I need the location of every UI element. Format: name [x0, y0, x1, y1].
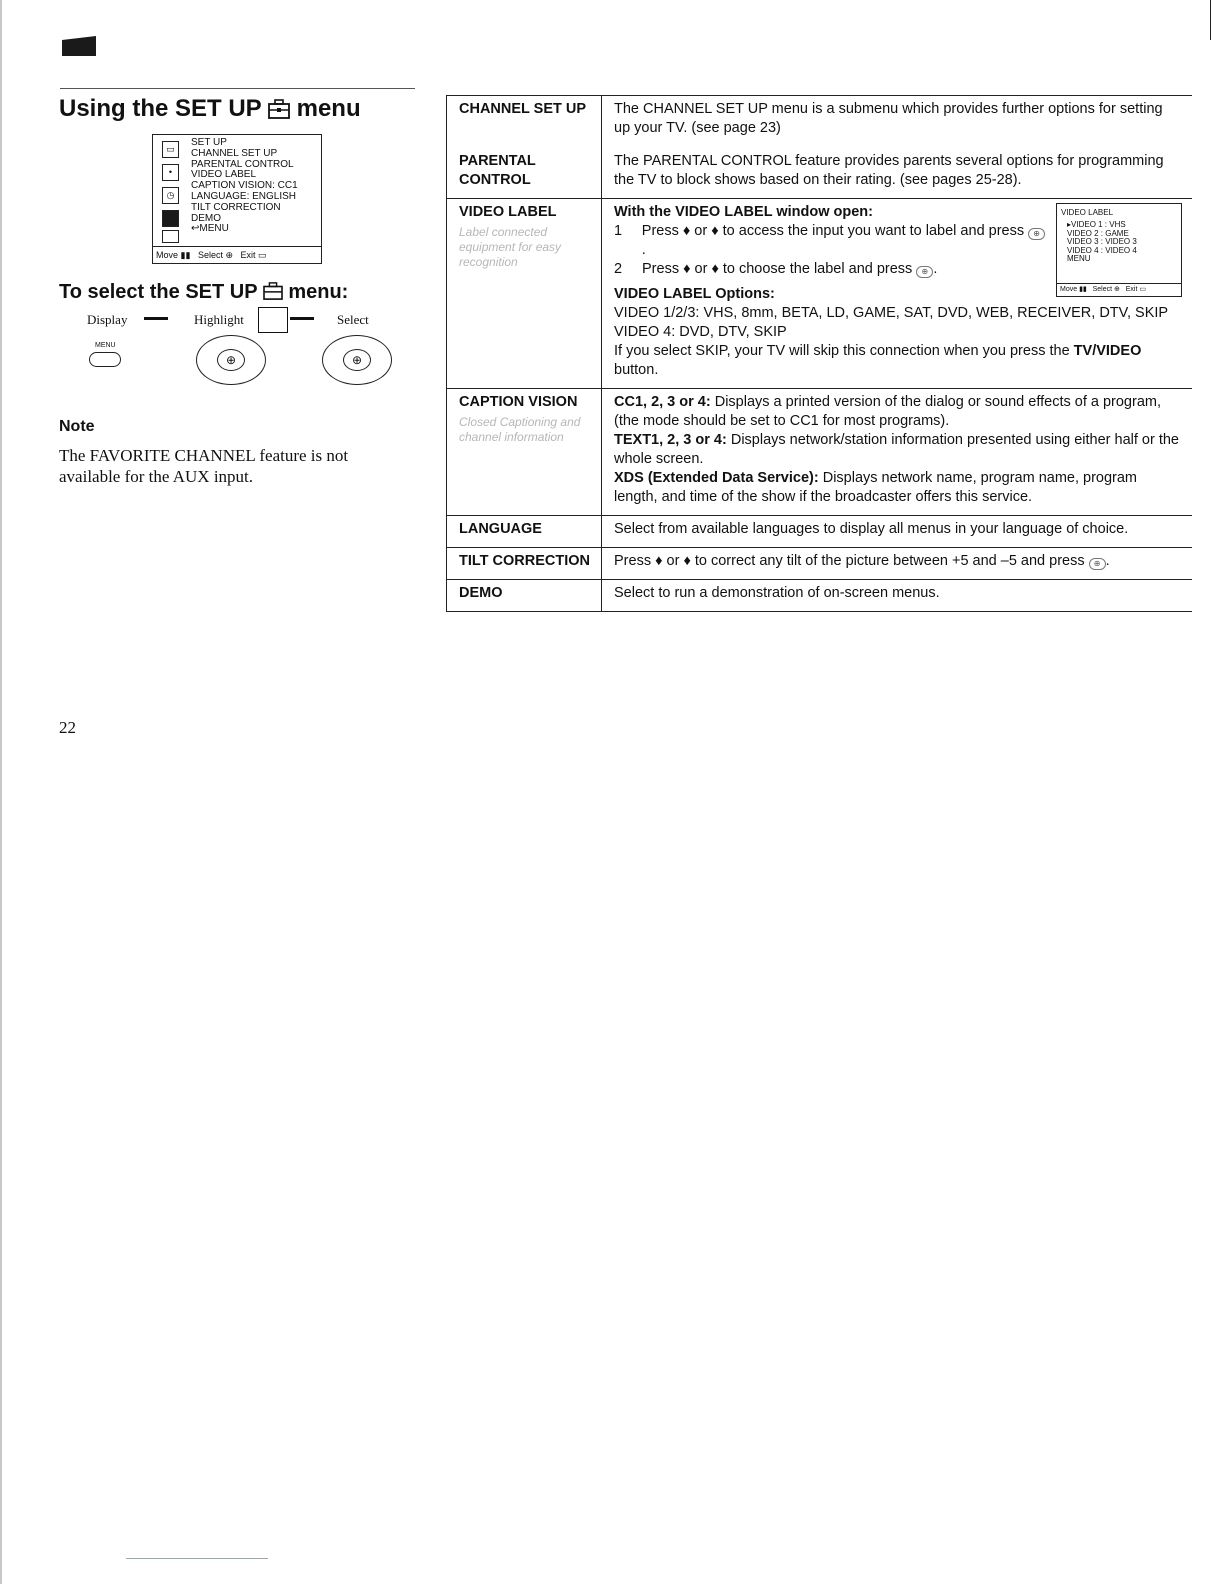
- cc-text: Displays a printed version of the dialog or sound effects of a program, (the mode should be set to CC1 for most programs).: [614, 394, 1161, 429]
- desc-cell: The PARENTAL CONTROL feature provides parents several options for programming the TV to block shows based on their rating. (see pages 25-28).: [602, 148, 1193, 199]
- term-cell: [447, 389, 602, 516]
- menu-button-label: MENU: [95, 342, 116, 349]
- cc-line: [614, 393, 1182, 431]
- menu-icon-column: [153, 135, 183, 245]
- skip-line: [614, 342, 1182, 380]
- desc-cell: [602, 199, 1193, 389]
- options-heading: VIDEO LABEL Options:: [614, 286, 775, 302]
- menu-line: PARENTAL CONTROL: [191, 158, 294, 170]
- table-row: [447, 96, 1193, 149]
- cc-bold: CC1, 2, 3 or 4:: [614, 394, 711, 410]
- table-row: [447, 516, 1193, 548]
- tv-icon: ▭: [162, 141, 179, 158]
- screen-row: VIDEO 4 : VIDEO 4: [1067, 245, 1137, 255]
- video-label-block: [614, 203, 1182, 304]
- screen-footer: Move ▮▮ Select ⊕ Exit ▭: [1057, 283, 1181, 296]
- skip-bold: TV/VIDEO: [1073, 343, 1142, 359]
- term-cell: [447, 96, 602, 149]
- setup-menu-lines: [191, 138, 298, 235]
- screen-row: ▸VIDEO 1 : VHS: [1067, 220, 1126, 229]
- table-row: [447, 148, 1193, 199]
- joystick-press-icon: [322, 335, 392, 385]
- setup-menu-screen: [152, 134, 322, 264]
- select-plus-icon: ⊕: [217, 349, 245, 371]
- menu-line: DEMO: [191, 212, 221, 224]
- select-heading-suffix: menu:: [288, 281, 349, 303]
- menu-line-text: MENU: [199, 223, 229, 235]
- select-heading-text: To select the SET UP: [59, 281, 258, 303]
- table-row: [447, 580, 1193, 612]
- select-button-icon: ⊕: [1089, 558, 1106, 570]
- step-number: 1: [614, 223, 623, 239]
- setup-options-table: [446, 95, 1192, 612]
- screen-rows: [1067, 221, 1137, 264]
- page-edge-line: [0, 0, 2, 1584]
- term-label: PARENTAL CONTROL: [459, 153, 536, 188]
- step-2: 2 Press ♦ or ♦ to choose the label and press ⊕ .: [614, 261, 938, 277]
- arrow-icon: [144, 317, 168, 320]
- desc-cell: Select from available languages to display all menus in your language of choice.: [602, 516, 1193, 548]
- joystick-pad-icon: [196, 335, 266, 385]
- term-cell: [447, 516, 602, 548]
- desc-cell: Press ♦ or ♦ to correct any tilt of the picture between +5 and –5 and press ⊕ .: [602, 548, 1193, 580]
- footer-select: Select: [1092, 286, 1113, 293]
- step-highlight: Highlight: [194, 312, 244, 327]
- setup-menu-footer: Move ▮▮ Select ⊕ Exit ▭: [153, 246, 321, 263]
- screen-row: MENU: [1067, 254, 1091, 263]
- select-button-icon: ⊕: [916, 266, 933, 278]
- menu-line: TILT CORRECTION: [191, 201, 281, 213]
- step-1: 1 Press ♦ or ♦ to access the input you want to label and press ⊕.: [614, 222, 1046, 260]
- menu-line: CAPTION VISION: CC1: [191, 180, 298, 192]
- option-line: VIDEO 4: DVD, DTV, SKIP: [614, 324, 787, 340]
- xds-text: Displays network name, program name, program length, and time of the show if the broadcaster offers this service.: [614, 470, 1138, 505]
- term-label: DEMO: [459, 585, 503, 601]
- step-text: Press ♦ or ♦ to choose the label and press: [642, 261, 913, 277]
- dot-icon: •: [162, 164, 179, 181]
- menu-line: SET UP: [191, 137, 227, 148]
- step-number: 2: [614, 261, 623, 277]
- term-cell: [447, 148, 602, 199]
- desc-cell: [602, 389, 1193, 516]
- table-row: [447, 389, 1193, 516]
- page-edge-mark: [1210, 0, 1211, 40]
- menu-line: LANGUAGE: ENGLISH: [191, 190, 297, 202]
- select-plus-icon: ⊕: [343, 349, 371, 371]
- xds-line: [614, 469, 1182, 507]
- select-heading: [59, 281, 348, 304]
- skip-text: If you select SKIP, your TV will skip this connection when you press the: [614, 343, 1070, 359]
- footer-exit: Exit: [240, 250, 256, 260]
- term-cell: [447, 580, 602, 612]
- xds-bold: XDS (Extended Data Service):: [614, 470, 819, 486]
- text-bold: TEXT1, 2, 3 or 4:: [614, 432, 727, 448]
- note-text: The FAVORITE CHANNEL feature is not available for the AUX input.: [59, 446, 349, 486]
- table-row: [447, 199, 1193, 389]
- video-label-heading: With the VIDEO LABEL window open:: [614, 204, 873, 220]
- menu-line: CHANNEL SET UP: [191, 147, 278, 159]
- setup-toolbox-icon: [268, 98, 290, 126]
- page-number: 22: [59, 718, 76, 737]
- desc-cell: Select to run a demonstration of on-screen menus.: [602, 580, 1193, 612]
- footer-move: Move: [156, 250, 179, 260]
- term-label: TILT CORRECTION: [459, 553, 591, 569]
- arrow-icon: [290, 317, 314, 320]
- heading-rule: [60, 88, 415, 89]
- clock-icon: ◷: [162, 187, 179, 204]
- menu-line: [191, 224, 298, 235]
- menu-button-icon: [89, 352, 121, 367]
- setup-highlight-icon: [258, 307, 288, 333]
- page-heading: [59, 95, 361, 126]
- page-heading-text: Using the SET UP: [59, 95, 262, 122]
- term-label: CAPTION VISION: [459, 394, 578, 410]
- skip-end: button.: [614, 362, 659, 378]
- footer-rule: [126, 1558, 268, 1559]
- text-text: Displays network/station information presented using either half or the whole screen.: [614, 432, 1179, 467]
- table-row: [447, 548, 1193, 580]
- term-label: CHANNEL SET UP: [459, 101, 587, 117]
- term-cell: [447, 548, 602, 580]
- video-label-screen: [1056, 203, 1182, 297]
- step-text: Press ♦ or ♦ to access the input you want to label and press: [641, 223, 1025, 239]
- page-heading-suffix: menu: [296, 95, 361, 122]
- faint-caption: Label connected equipment for easy recognition: [459, 225, 562, 269]
- term-cell: [447, 199, 602, 389]
- screen-row: VIDEO 2 : GAME: [1067, 228, 1129, 238]
- setup-toolbox-icon: [263, 282, 283, 300]
- footer-exit: Exit: [1125, 286, 1138, 293]
- footer-move: Move: [1060, 286, 1078, 293]
- screen-title: VIDEO LABEL: [1061, 208, 1114, 217]
- input-icon: [162, 230, 179, 243]
- menu-line: VIDEO LABEL: [191, 169, 257, 181]
- step-select: Select: [337, 312, 369, 327]
- step-display: Display: [87, 312, 128, 327]
- faint-caption: Closed Captioning and channel information: [459, 415, 581, 444]
- text-line: [614, 431, 1182, 469]
- term-label: VIDEO LABEL: [459, 204, 557, 220]
- option-line: VIDEO 1/2/3: VHS, 8mm, BETA, LD, GAME, SAT, DVD, WEB, RECEIVER, DTV, SKIP: [614, 305, 1169, 321]
- setup-selected-icon: [162, 210, 179, 227]
- footer-select: Select: [197, 250, 223, 260]
- return-icon: ↩: [191, 223, 200, 235]
- corner-logo-icon: [62, 36, 96, 56]
- term-label: LANGUAGE: [459, 521, 542, 537]
- select-button-icon: ⊕: [1028, 228, 1045, 240]
- note-heading: Note: [59, 418, 95, 435]
- tilt-text: Press ♦ or ♦ to correct any tilt of the picture between +5 and –5 and press: [614, 553, 1085, 569]
- screen-row: VIDEO 3 : VIDEO 3: [1067, 237, 1137, 246]
- desc-cell: The CHANNEL SET UP menu is a submenu which provides further options for setting up your TV. (see page 23): [602, 96, 1193, 149]
